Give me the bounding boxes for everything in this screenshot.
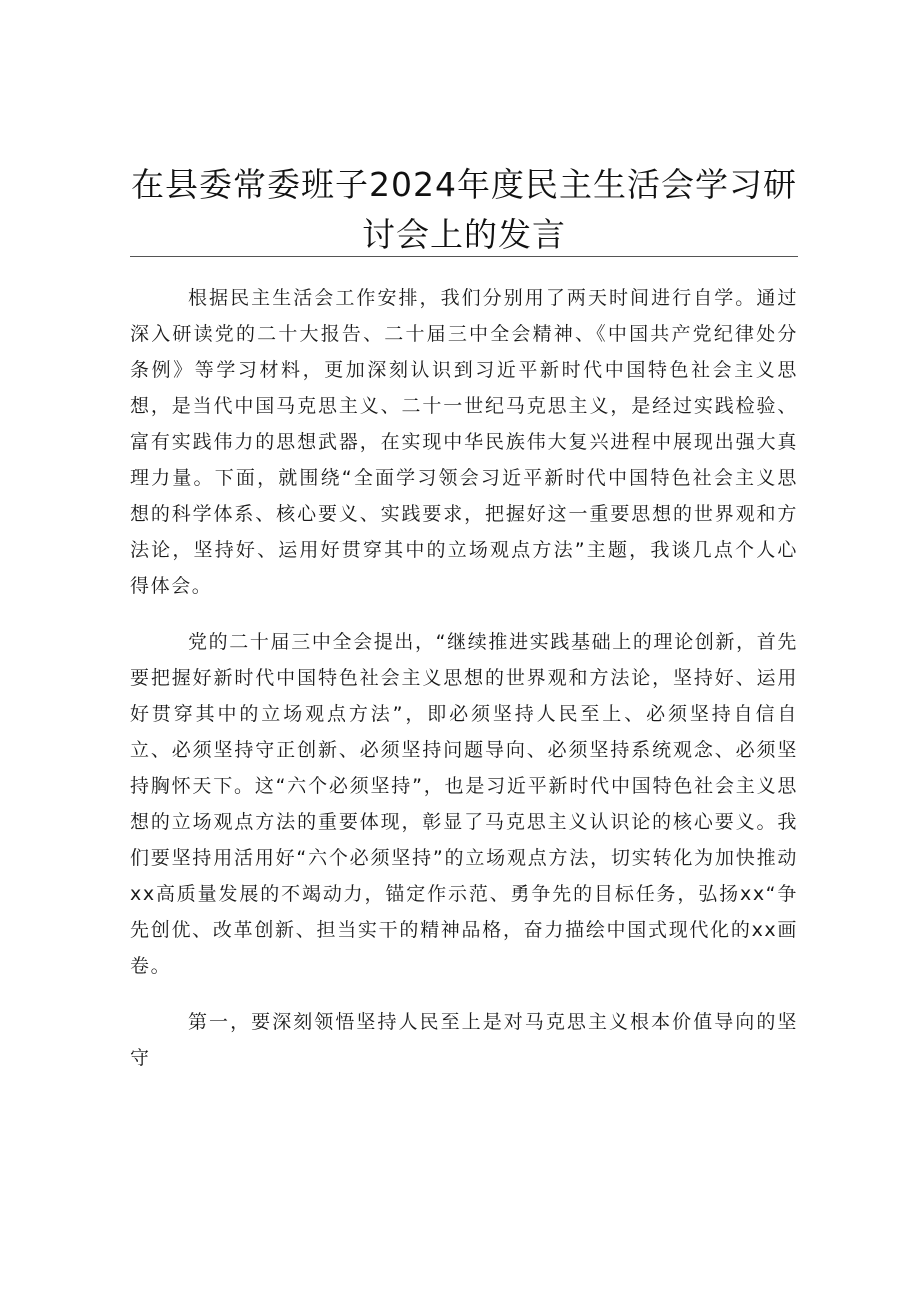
- document-body: [130, 280, 798, 1096]
- paragraph: 第一，要深刻领悟坚持人民至上是对马克思主义根本价值导向的坚守: [130, 1011, 798, 1069]
- paragraph: 根据民主生活会工作安排，我们分别用了两天时间进行自学。通过深入研读党的二十大报告、二十届三中全会精神、《中国共产党纪律处分条例》等学习材料，更加深刻认识到习近平新时代中国特色社会主义思想，是当代中国马克思主义、二十一世纪马克思主义，是经过实践检验、富有实践伟力的思想武器，在实现中华民族伟大复兴进程中展现出强大真理力量。下面，就围绕“全面学习领会习近平新时代中国特色社会主义思想的科学体系、核心要义、实践要求，把握好这一重要思想的世界观和方法论，坚持好、运用好贯穿其中的立场观点方法”主题，我谈几点个人心得体会。: [130, 287, 798, 597]
- title-line-1: 在县委常委班子2024年度民主生活会学习研: [131, 165, 797, 204]
- title-line-2: 讨会上的发言: [362, 215, 566, 254]
- document-title: [130, 160, 798, 260]
- paragraph: 党的二十届三中全会提出，“继续推进实践基础上的理论创新，首先要把握好新时代中国特色社会主义思想的世界观和方法论，坚持好、运用好贯穿其中的立场观点方法”，即必须坚持人民至上、必须坚持自信自立、必须坚持守正创新、必须坚持问题导向、必须坚持系统观念、必须坚持胸怀天下。这“六个必须坚持”，也是习近平新时代中国特色社会主义思想的立场观点方法的重要体现，彰显了马克思主义认识论的核心要义。我们要坚持用活用好“六个必须坚持”的立场观点方法，切实转化为加快推动xx高质量发展的不竭动力，锚定作示范、勇争先的目标任务，弘扬xx“争先创优、改革创新、担当实干的精神品格，奋力描绘中国式现代化的xx画卷。: [130, 631, 798, 977]
- title-divider: [130, 256, 798, 257]
